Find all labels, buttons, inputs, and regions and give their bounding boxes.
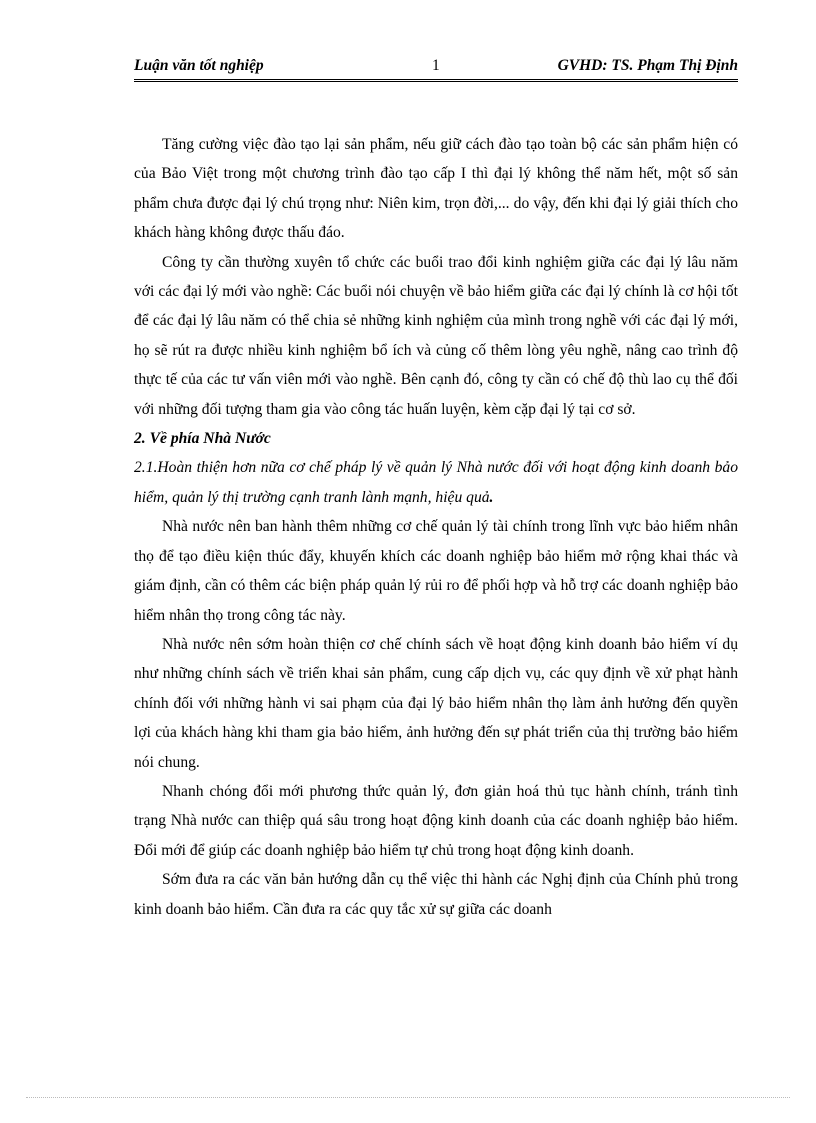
header-thesis-title: Luận văn tốt nghiệp [134,57,264,74]
subsection-heading-period: . [489,488,494,506]
header-advisor: GVHD: TS. Phạm Thị Định [557,57,738,74]
paragraph-experience-exchange: Công ty cần thường xuyên tổ chức các buổi trao đổi kinh nghiệm giữa các đại lý lâu năm với các đại lý mới vào nghề: Các buổi nói chuyện về bảo hiểm giữa các đại lý chính là cơ hội tốt để các đại lý lâu năm có thể chia sẻ những kinh nghiệm của mình trong nghề với các đại lý mới, họ sẽ rút ra được nhiều kinh nghiệm bổ ích và củng cố thêm lòng yêu nghề, nâng cao trình độ thực tế của các tư vấn viên mới vào nghề. Bên cạnh đó, công ty cần có chế độ thù lao cụ thể đối với những đối tượng tham gia vào công tác huấn luyện, kèm cặp đại lý tại cơ sở. [134,253,738,418]
paragraph-management-reform: Nhanh chóng đổi mới phương thức quản lý, đơn giản hoá thủ tục hành chính, tránh tình trạng Nhà nước can thiệp quá sâu trong hoạt động kinh doanh của các doanh nghiệp bảo hiểm. Đổi mới để giúp các doanh nghiệp bảo hiểm tự chủ trong hoạt động kinh doanh. [134,782,738,859]
page-bottom-divider [26,1097,790,1098]
page-header [134,57,738,82]
paragraph-financial-mechanism: Nhà nước nên ban hành thêm những cơ chế quản lý tài chính trong lĩnh vực bảo hiểm nhân thọ để tạo điều kiện thúc đẩy, khuyến khích các doanh nghiệp bảo hiểm mở rộng khai thác và giám định, cần có thêm các biện pháp quản lý rủi ro để phối hợp và hỗ trợ các doanh nghiệp bảo hiểm nhân thọ trong công tác này. [134,518,738,624]
paragraph-policy-completion: Nhà nước nên sớm hoàn thiện cơ chế chính sách về hoạt động kinh doanh bảo hiểm ví dụ như những chính sách về triển khai sản phẩm, cung cấp dịch vụ, các quy định về xử phạt hành chính đối với những hành vi sai phạm của đại lý bảo hiểm nhân thọ làm ảnh hưởng đến quyền lợi của khách hàng khi tham gia bảo hiểm, ảnh hưởng đến sự phát triển của thị trường bảo hiểm nói chung. [134,635,738,771]
paragraph-product-training: Tăng cường việc đào tạo lại sản phẩm, nếu giữ cách đào tạo toàn bộ các sản phẩm hiện có của Bảo Việt trong một chương trình đào tạo cấp I thì đại lý không thể năm hết, một số sản phẩm chưa được đại lý chú trọng như: Niên kim, trọn đời,... do vậy, đến khi đại lý giải thích cho khách hàng không được thấu đáo. [134,136,738,242]
header-page-number: 1 [432,57,440,74]
subsection-heading-legal [134,453,738,512]
page-body [134,130,738,924]
section-heading-state: 2. Về phía Nhà Nước [134,430,271,448]
paragraph-guidance-documents: Sớm đưa ra các văn bản hướng dẫn cụ thể việc thi hành các Nghị định của Chính phủ trong kinh doanh bảo hiểm. Cần đưa ra các quy tắc xử sự giữa các doanh [134,871,738,918]
subsection-heading-text: 2.1.Hoàn thiện hơn nữa cơ chế pháp lý về quản lý Nhà nước đối với hoạt động kinh doanh bảo hiểm, quản lý thị trường cạnh tranh lành mạnh, hiệu quả [134,459,738,506]
